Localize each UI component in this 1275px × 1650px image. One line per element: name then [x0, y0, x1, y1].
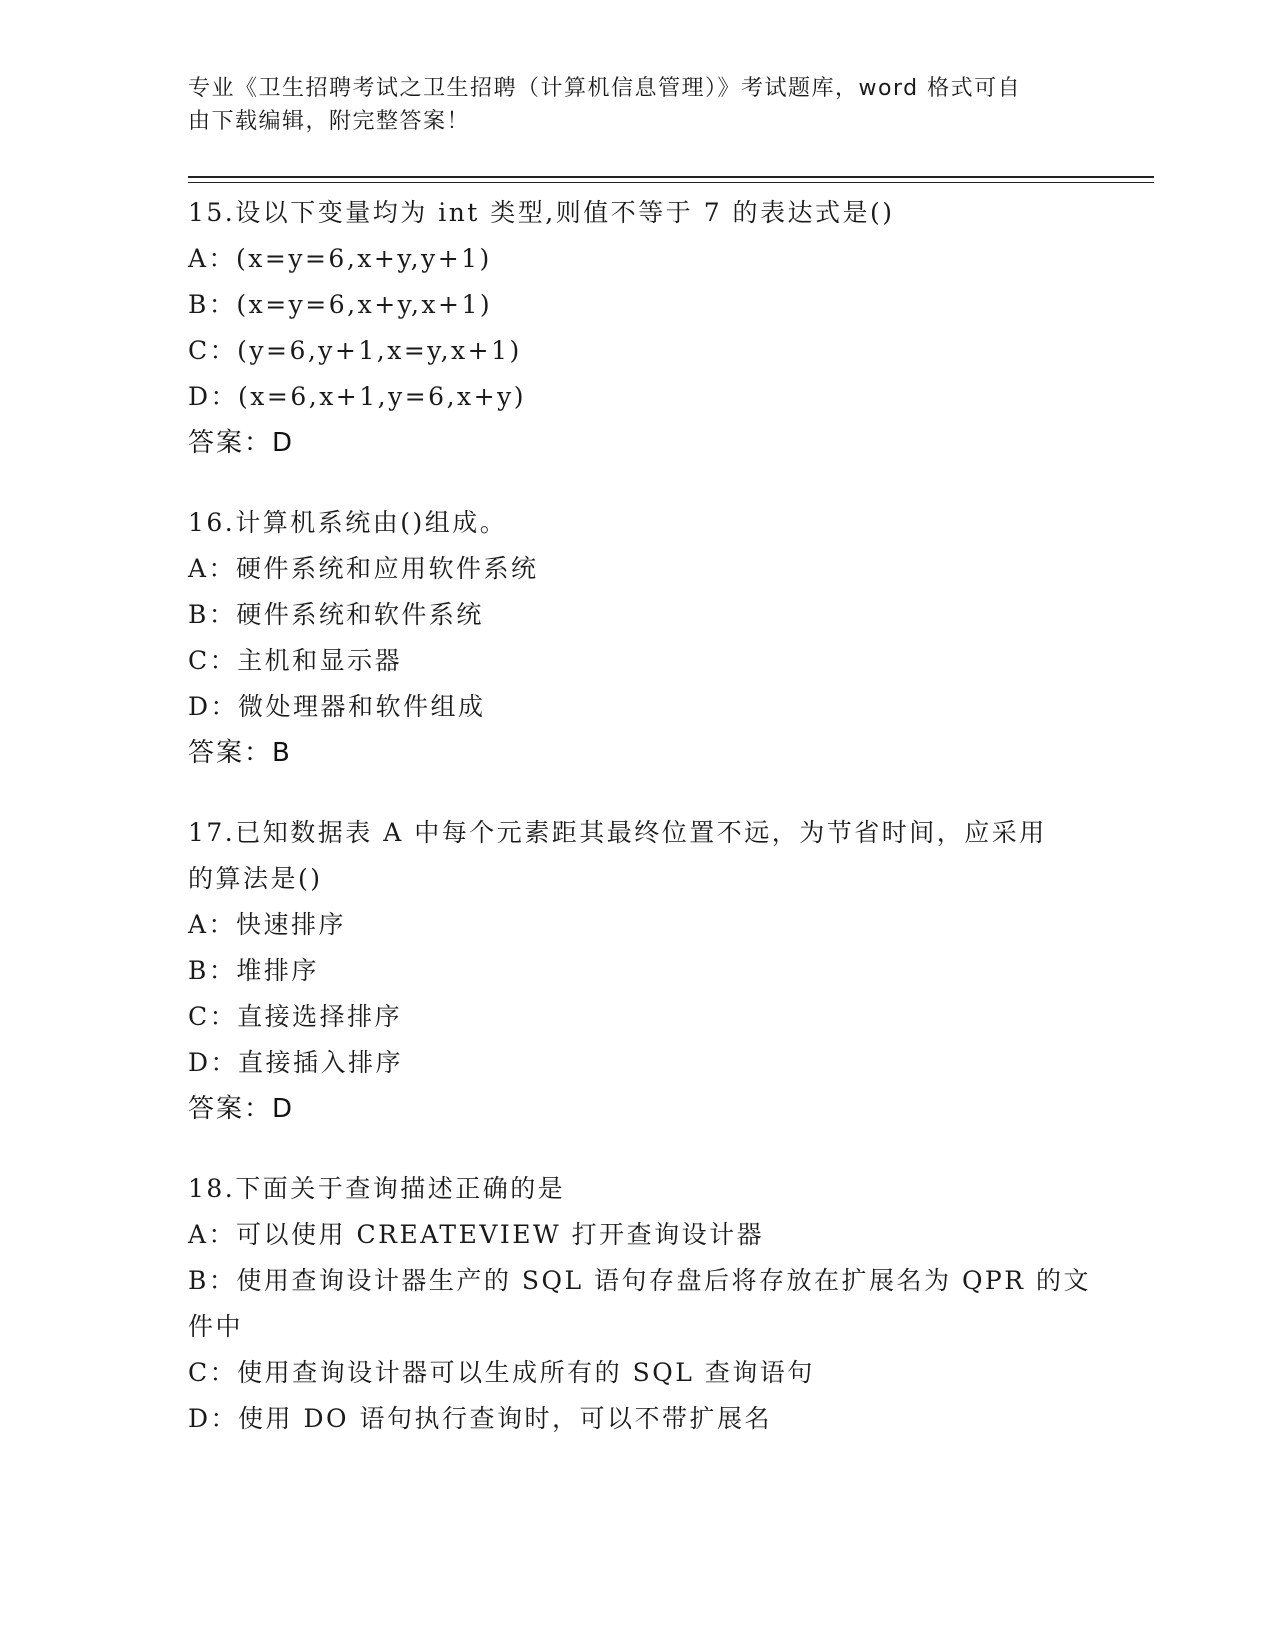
option-b: B：使用查询设计器生产的 SQL 语句存盘后将存放在扩展名为 QPR 的文 [188, 1266, 1092, 1295]
option-c: C：直接选择排序 [188, 1002, 403, 1031]
question-stem: 15.设以下变量均为 int 类型,则值不等于 7 的表达式是() [188, 198, 895, 227]
question-15 [188, 190, 1088, 466]
option-b: B：硬件系统和软件系统 [188, 600, 484, 629]
option-a: A：(x=y=6,x+y,y+1) [188, 244, 492, 273]
answer-label: 答案：B [188, 738, 292, 768]
question-stem: 16.计算机系统由()组成。 [188, 508, 508, 537]
option-d: D：使用 DO 语句执行查询时，可以不带扩展名 [188, 1404, 772, 1433]
question-16 [188, 500, 1088, 776]
option-c: C：主机和显示器 [188, 646, 403, 675]
option-a: A：硬件系统和应用软件系统 [188, 554, 539, 583]
header-divider-thick [188, 176, 1154, 178]
option-a: A：快速排序 [188, 910, 347, 939]
header-line-2: 由下载编辑，附完整答案！ [188, 109, 471, 134]
answer-label: 答案：D [188, 428, 295, 458]
question-stem: 18.下面关于查询描述正确的是 [188, 1174, 566, 1203]
option-d: D：(x=6,x+1,y=6,x+y) [188, 382, 526, 411]
question-stem-line-1: 17.已知数据表 A 中每个元素距其最终位置不远，为节省时间，应采用 [188, 818, 1047, 847]
answer-label: 答案：D [188, 1094, 295, 1124]
header-line-1: 专业《卫生招聘考试之卫生招聘（计算机信息管理）》考试题库，word 格式可自 [188, 76, 1022, 101]
question-list [188, 190, 1092, 1476]
option-b: B：堆排序 [188, 956, 319, 985]
option-b-continued: 件中 [188, 1312, 244, 1341]
option-d: D：微处理器和软件组成 [188, 692, 486, 721]
question-stem-line-2: 的算法是() [188, 864, 323, 893]
option-d: D：直接插入排序 [188, 1048, 404, 1077]
header-divider-thin [188, 182, 1154, 183]
question-17 [188, 810, 1088, 1132]
question-18 [188, 1166, 1092, 1442]
document-header [188, 72, 1068, 138]
option-b: B：(x=y=6,x+y,x+1) [188, 290, 493, 319]
option-c: C：使用查询设计器可以生成所有的 SQL 查询语句 [188, 1358, 815, 1387]
option-c: C：(y=6,y+1,x=y,x+1) [188, 336, 522, 365]
option-a: A：可以使用 CREATEVIEW 打开查询设计器 [188, 1220, 765, 1249]
